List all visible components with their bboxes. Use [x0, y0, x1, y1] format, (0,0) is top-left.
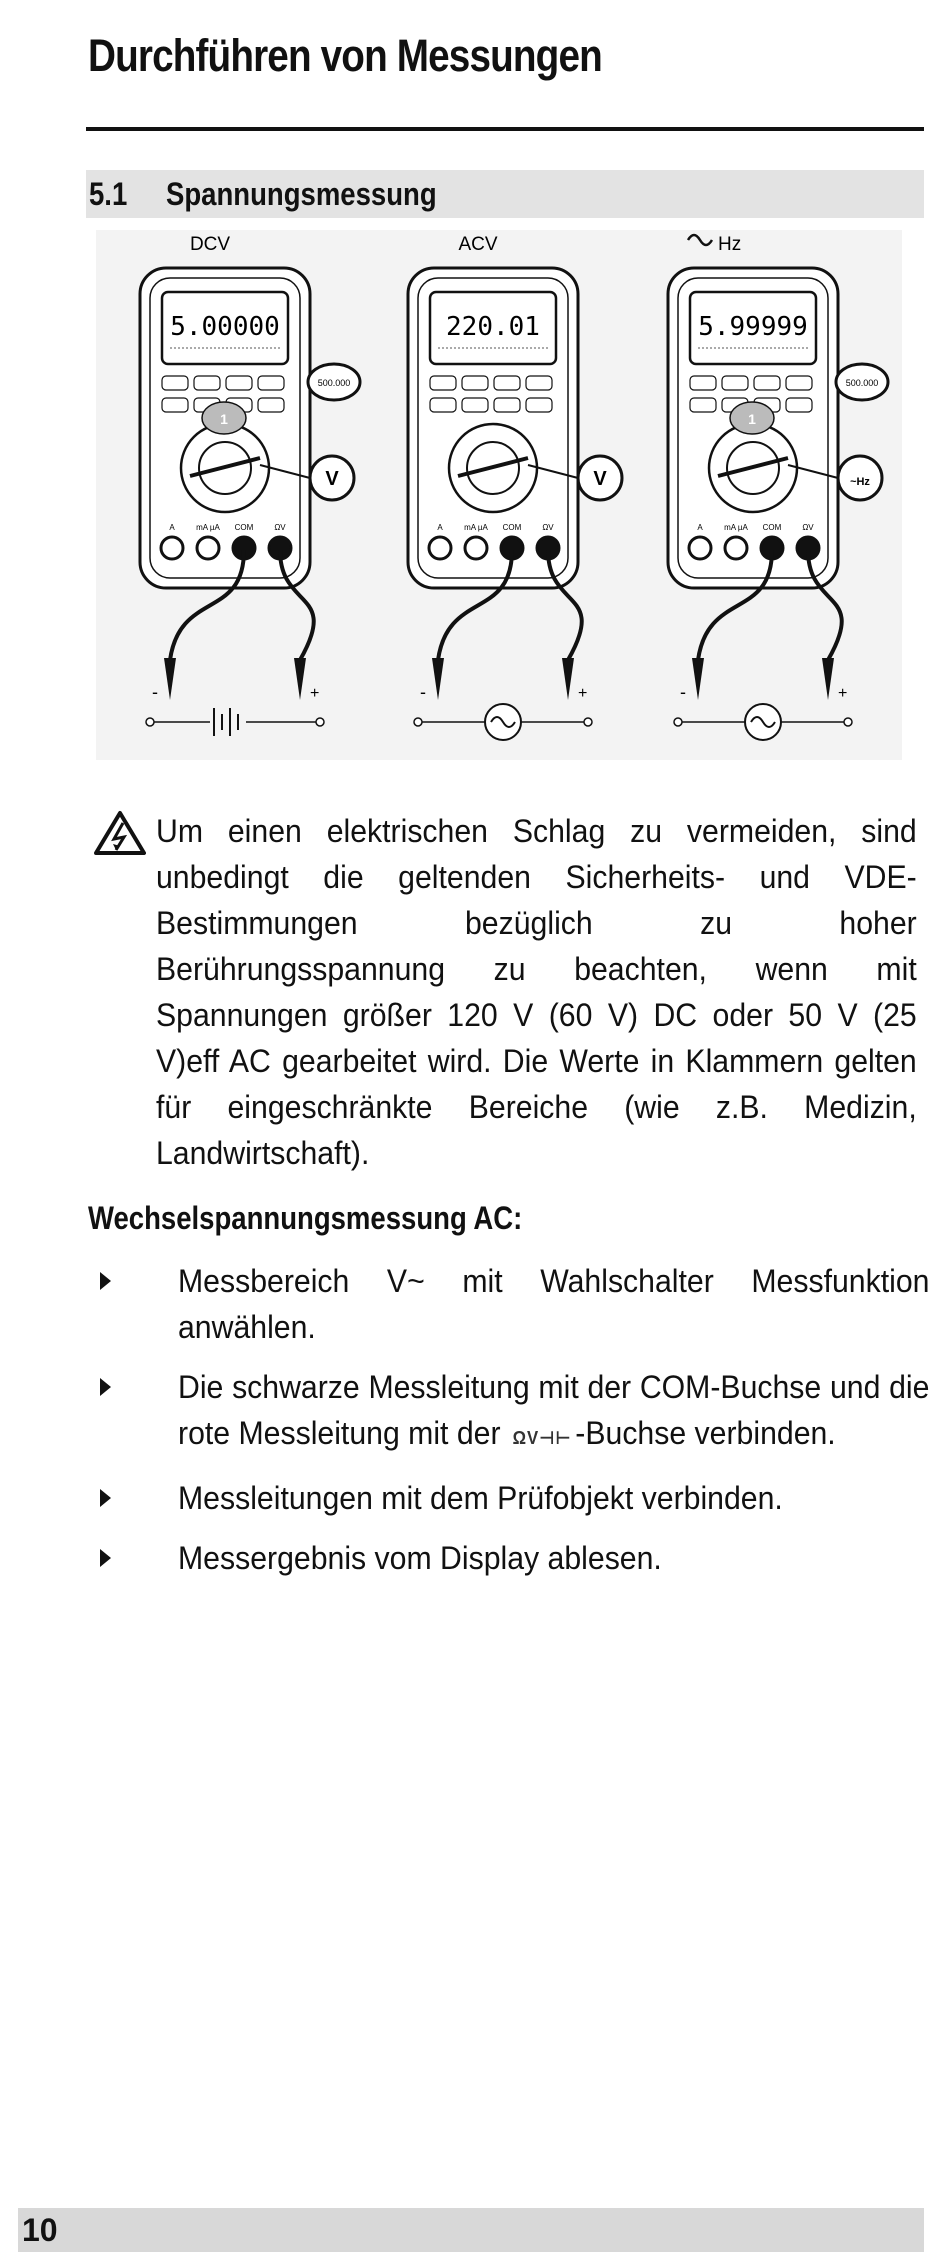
display-value: 220.01 — [446, 312, 540, 342]
input-jack — [197, 537, 219, 559]
callout-symbol: V — [593, 468, 607, 490]
lead-minus-label: - — [152, 682, 158, 702]
key-button — [430, 376, 456, 390]
bullet-arrow-icon — [100, 1549, 111, 1567]
input-jack — [725, 537, 747, 559]
key-button — [786, 376, 812, 390]
input-jack — [161, 537, 183, 559]
instruction-list — [98, 1258, 930, 1595]
jack-label: A — [437, 523, 443, 532]
key-button — [226, 376, 252, 390]
jack-label: mA µA — [196, 523, 220, 532]
terminal — [674, 718, 682, 726]
subsection-heading: Wechselspannungsmessung AC: — [88, 1200, 523, 1236]
key-button — [258, 398, 284, 412]
key-callout-label: 500.000 — [317, 378, 351, 388]
probe-tip-black — [432, 658, 444, 700]
key-button — [494, 376, 520, 390]
page-number: 10 — [22, 2212, 58, 2248]
key-button — [494, 398, 520, 412]
display-value: 5.99999 — [698, 312, 808, 342]
lead-minus-label: - — [420, 682, 426, 702]
callout-symbol: V — [325, 468, 339, 490]
jack-label: ΩV — [802, 523, 814, 532]
key-button — [462, 376, 488, 390]
title-rule — [86, 127, 924, 131]
callout-symbol: ~Hz — [850, 476, 870, 488]
multimeter-panel — [140, 234, 360, 736]
section-number: 5.1 — [89, 176, 128, 212]
section-heading — [86, 170, 924, 218]
bullet-arrow-icon — [100, 1272, 111, 1290]
jack-label: ΩV — [542, 523, 554, 532]
probe-tip-black — [692, 658, 704, 700]
list-item — [98, 1475, 924, 1521]
key-button — [786, 398, 812, 412]
panel-label: ACV — [458, 234, 498, 255]
probe-tip-red — [822, 658, 834, 700]
ohm-volt-capacitor-symbol-icon: ΩV⊣⊢ — [512, 1428, 572, 1448]
ac-wave-icon — [688, 235, 712, 245]
panel-label: DCV — [189, 234, 231, 255]
probe-tip-red — [562, 658, 574, 700]
key-button — [462, 398, 488, 412]
bullet-arrow-icon — [100, 1378, 111, 1396]
key-button — [258, 376, 284, 390]
key-button — [430, 398, 456, 412]
key-callout-label: 500.000 — [845, 378, 879, 388]
page-title: Durchführen von Messungen — [88, 30, 602, 81]
list-item — [98, 1364, 930, 1461]
input-jack — [429, 537, 451, 559]
key-button — [526, 376, 552, 390]
display-value: 5.00000 — [170, 312, 280, 342]
lead-plus-label: + — [310, 685, 320, 702]
multimeter-panel — [408, 234, 622, 740]
terminal — [146, 718, 154, 726]
key-button — [162, 398, 188, 412]
jack-label: COM — [762, 523, 782, 532]
multimeter-illustration — [96, 230, 902, 760]
terminal — [584, 718, 592, 726]
lead-minus-label: - — [680, 682, 686, 702]
terminal — [316, 718, 324, 726]
step-text-after: -Buchse verbinden. — [575, 1415, 836, 1451]
jack-label: mA µA — [724, 523, 748, 532]
panel-label: Hz — [718, 234, 742, 255]
jack-label: A — [697, 523, 703, 532]
key-button — [162, 376, 188, 390]
step-text: Messergebnis vom Display ablesen. — [178, 1540, 662, 1576]
probe-tip-black — [164, 658, 176, 700]
warning-text: Um einen elektrischen Schlag zu vermeiden, sind unbedingt die geltenden Sicherheits- und VDE-Bestimmungen bezüglich zu hoher Berührungsspannung zu beachten, wenn mit Spannungen größer 120 V (60 V) DC oder 50 V (25 V)eff AC gearbeitet wird. Die Werte in Klammern gelten für eingeschränkte Bereiche (wie z.B. Medizin, Landwirtschaft). — [156, 813, 917, 1171]
callout-number: 1 — [220, 411, 228, 427]
multimeter-panel — [668, 234, 888, 740]
terminal — [844, 718, 852, 726]
list-item — [98, 1258, 930, 1350]
jack-label: A — [169, 523, 175, 532]
section-title: Spannungsmessung — [166, 176, 437, 212]
key-button — [690, 398, 716, 412]
key-button — [194, 376, 220, 390]
step-text — [178, 1364, 929, 1461]
bullet-arrow-icon — [100, 1489, 111, 1507]
terminal — [414, 718, 422, 726]
key-button — [690, 376, 716, 390]
footer-bar — [18, 2208, 924, 2252]
multimeter-figure — [96, 230, 902, 760]
jack-label: mA µA — [464, 523, 488, 532]
input-jack — [465, 537, 487, 559]
input-jack — [689, 537, 711, 559]
warning-triangle-icon — [94, 810, 146, 856]
key-button — [754, 376, 780, 390]
lead-plus-label: + — [578, 685, 588, 702]
key-button — [526, 398, 552, 412]
battery-gap — [210, 708, 246, 736]
jack-label: ΩV — [274, 523, 286, 532]
jack-label: COM — [502, 523, 522, 532]
step-text: Messleitungen mit dem Prüfobjekt verbinden. — [178, 1480, 783, 1516]
step-text-before: Die schwarze Messleitung mit der COM-Buchse und die rote Messleitung mit der — [178, 1369, 930, 1451]
jack-label: COM — [234, 523, 254, 532]
callout-number: 1 — [748, 411, 756, 427]
probe-tip-red — [294, 658, 306, 700]
key-button — [722, 376, 748, 390]
step-text: Messbereich V~ mit Wahlschalter Messfunktion anwählen. — [178, 1263, 930, 1345]
lead-plus-label: + — [838, 685, 848, 702]
list-item — [98, 1535, 924, 1581]
